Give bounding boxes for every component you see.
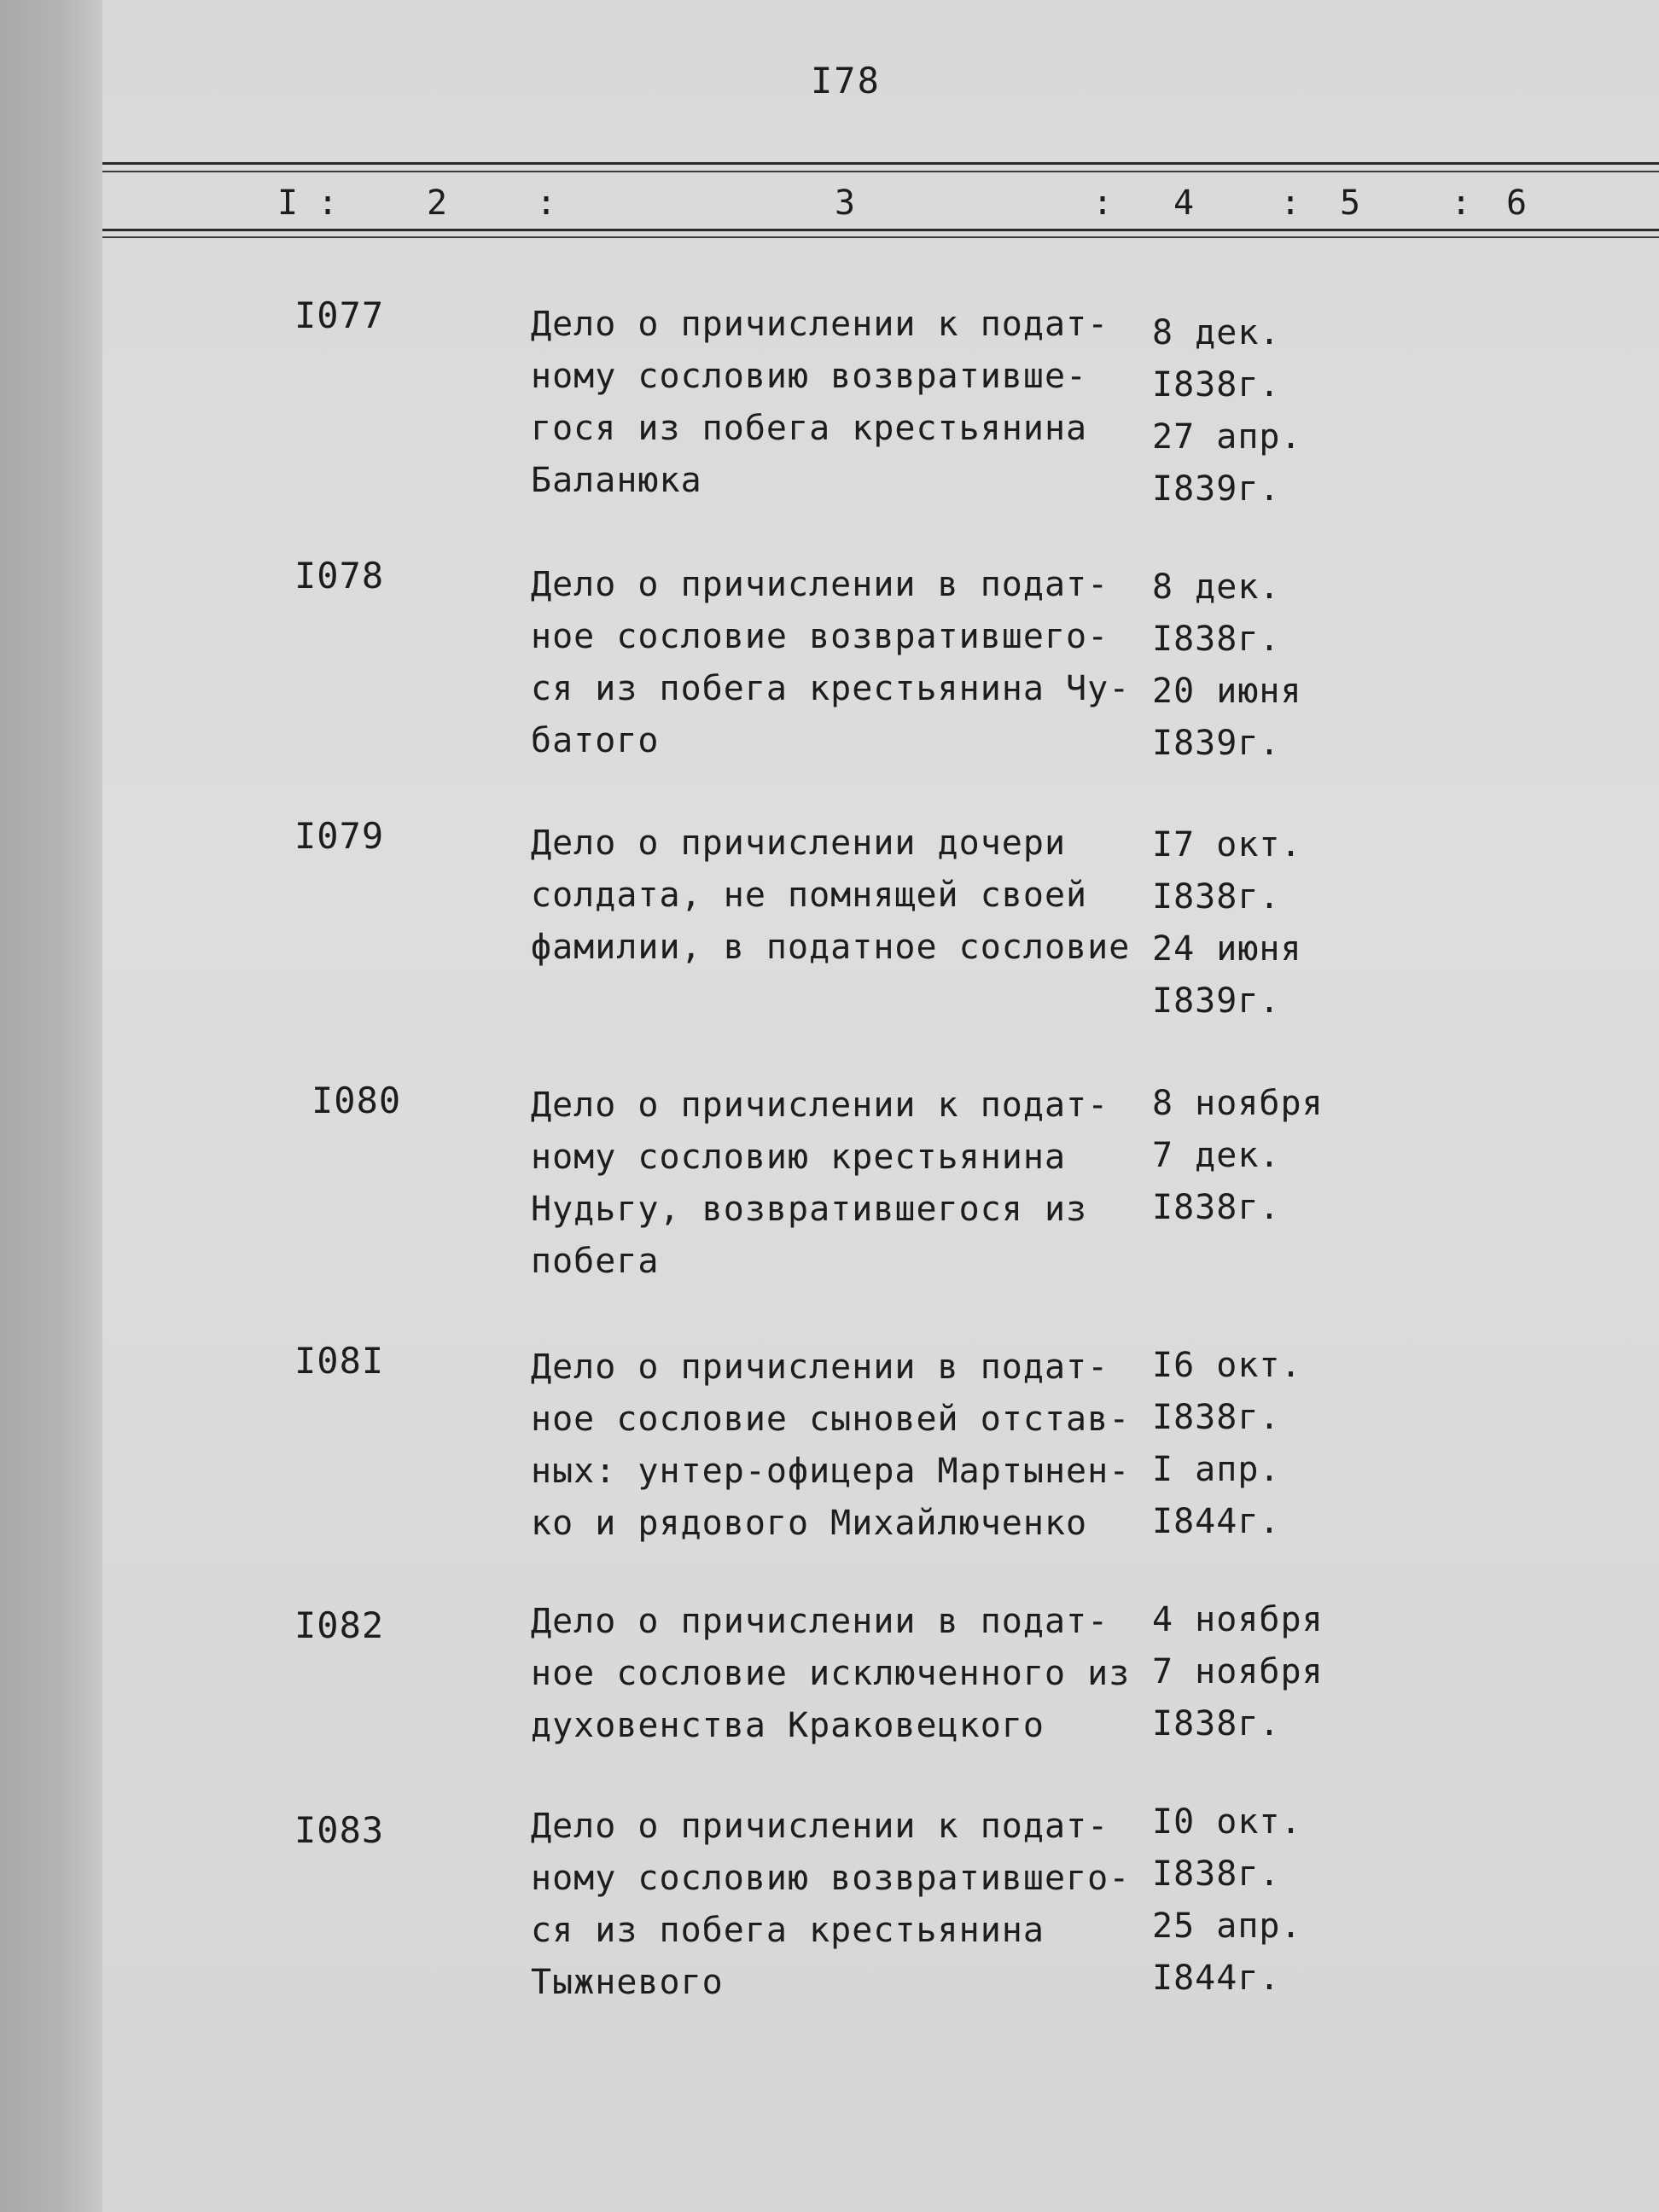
entry-date-line: I838г. [1152,1704,1281,1743]
entry-text-line: ному сословию возвративше- [531,357,1088,396]
entry-date-line: I839г. [1152,469,1281,509]
entry-number: I08I [294,1340,385,1382]
entry-date-line: 8 дек. [1152,568,1281,607]
entry-date-line: I838г. [1152,1854,1281,1894]
header-rule-bottom [102,229,1659,231]
entry-description [531,559,1145,767]
column-header-1: I [277,183,299,223]
entry-date-line: I844г. [1152,1502,1281,1541]
entry-number: I079 [294,815,385,857]
entry-date-line: I839г. [1152,981,1281,1021]
entry-dates [1152,307,1374,515]
entry-dates [1152,562,1374,770]
entry-date-line: I844г. [1152,1959,1281,1998]
entry-text-line: Дело о причислении в подат- [531,565,1109,604]
entry-text-line: Дело о причислении дочери [531,824,1067,863]
entry-dates [1152,1796,1374,2005]
entry-description [531,1342,1145,1550]
entry-description [531,1801,1145,2009]
header-rule-bottom-dashed [102,236,1659,238]
entry-number: I083 [294,1809,385,1851]
entry-text-line: ное сословие возвратившего- [531,617,1109,656]
entry-number: I082 [294,1604,385,1646]
entry-text-line: ся из побега крестьянина Чу- [531,669,1131,708]
column-header-2: 2 [427,183,448,223]
entry-date-line: I838г. [1152,877,1281,917]
entry-date-line: 7 ноября [1152,1652,1324,1691]
entry-dates [1152,819,1374,1027]
entry-date-line: I838г. [1152,620,1281,659]
entry-text-line: Дело о причислении в подат- [531,1602,1109,1641]
header-rule-top [102,162,1659,165]
page-number: I78 [811,60,881,102]
entry-dates [1152,1078,1374,1234]
entry-date-line: 24 июня [1152,929,1302,969]
entry-number: I077 [294,294,385,336]
entry-text-line: ное сословие сыновей отстав- [531,1400,1131,1439]
entry-number: I080 [311,1080,402,1121]
entry-date-line: I839г. [1152,724,1281,763]
page-margin-shadow [0,0,102,2212]
entry-text-line: Дело о причислении к подат- [531,1807,1109,1846]
column-header-6: 6 [1506,183,1528,223]
entry-date-line: 25 апр. [1152,1906,1302,1946]
column-header-4: 4 [1173,183,1195,223]
entry-text-line: Тыжневого [531,1963,724,2002]
entry-date-line: 27 апр. [1152,417,1302,457]
entry-date-line: I838г. [1152,1188,1281,1227]
entry-date-line: 8 дек. [1152,313,1281,352]
entry-text-line: солдата, не помнящей своей [531,876,1088,915]
entry-text-line: Дело о причислении в подат- [531,1348,1109,1387]
column-header-sep: : [317,183,339,223]
entry-date-line: 4 ноября [1152,1600,1324,1639]
entry-text-line: ных: унтер-офицера Мартынен- [531,1452,1131,1491]
entry-text-line: ному сословию возвратившего- [531,1859,1131,1898]
entry-description [531,818,1145,974]
entry-text-line: ному сословию крестьянина [531,1138,1067,1177]
column-header-sep: : [536,183,557,223]
entry-text-line: ко и рядового Михайлюченко [531,1504,1088,1543]
header-rule-top-dashed [102,171,1659,172]
entry-date-line: I7 окт. [1152,825,1302,864]
entry-date-line: I0 окт. [1152,1802,1302,1842]
entry-text-line: гося из побега крестьянина [531,409,1088,448]
entry-description [531,299,1145,507]
entry-text-line: ся из побега крестьянина [531,1911,1045,1950]
entry-date-line: 8 ноября [1152,1084,1324,1123]
entry-text-line: Баланюка [531,461,702,500]
entry-description [531,1596,1145,1752]
entry-text-line: Дело о причислении к подат- [531,1086,1109,1125]
entry-dates [1152,1340,1374,1548]
entry-dates [1152,1594,1374,1750]
entry-text-line: ное сословие исключенного из [531,1654,1131,1693]
entry-date-line: I838г. [1152,1398,1281,1437]
entry-text-line: Дело о причислении к подат- [531,305,1109,344]
entry-text-line: духовенства Краковецкого [531,1706,1045,1745]
entry-date-line: I апр. [1152,1450,1281,1489]
entry-number: I078 [294,555,385,597]
entry-text-line: фамилии, в податное сословие [531,928,1131,967]
entry-date-line: 7 дек. [1152,1136,1281,1175]
column-header-sep: : [1451,183,1472,223]
entry-date-line: I838г. [1152,365,1281,405]
entry-date-line: 20 июня [1152,672,1302,711]
column-header-sep: : [1092,183,1114,223]
column-header-sep: : [1280,183,1301,223]
column-header-3: 3 [835,183,856,223]
entry-text-line: Нудьгу, возвратившегося из [531,1190,1088,1229]
entry-description [531,1080,1145,1288]
entry-date-line: I6 окт. [1152,1346,1302,1385]
entry-text-line: побега [531,1242,660,1281]
column-header-5: 5 [1340,183,1361,223]
entry-text-line: батого [531,721,660,760]
